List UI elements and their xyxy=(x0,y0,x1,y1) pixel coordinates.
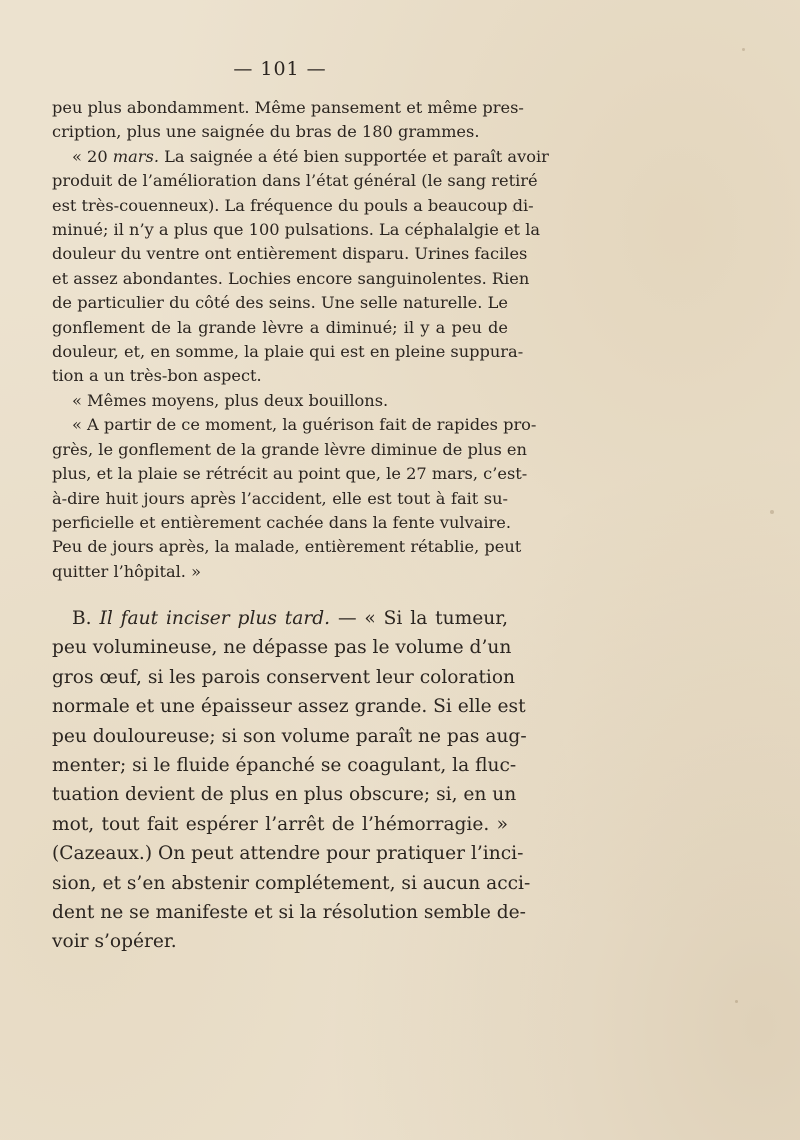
paper-spot xyxy=(512,210,514,212)
section-b-quote-start: — « Si la tumeur, xyxy=(330,608,508,629)
page-number: — 101 — xyxy=(233,58,327,80)
text-line: « A partir de ce moment, la guérison fait de rapides pro- xyxy=(72,415,537,435)
text-line: menter; si le fluide épanché se coagulant, la fluc- xyxy=(52,755,517,777)
text-line: gros œuf, si les parois conservent leur coloration xyxy=(52,666,516,688)
text-line: plus, et la plaie se rétrécit au point que, le 27 mars, c’est- xyxy=(52,464,528,484)
text-line: minué; il n’y a plus que 100 pulsations. La céphalalgie et la xyxy=(52,220,541,240)
section-b-heading: Il faut inciser plus tard. xyxy=(99,608,331,629)
text-line: peu douloureuse; si son volume paraît ne pas aug- xyxy=(52,725,527,747)
text-line: perficielle et entièrement cachée dans la fente vulvaire. xyxy=(52,512,511,532)
text-line: dent ne se manifeste et si la résolution semble de- xyxy=(52,902,526,924)
text-line: et assez abondantes. Lochies encore sanguinolentes. Rien xyxy=(52,268,530,288)
text-line: voir s’opérer. xyxy=(52,931,177,953)
section-b-heading-line xyxy=(52,604,508,633)
text-line: normale et une épaisseur assez grande. Si elle est xyxy=(52,696,526,718)
text-line: douleur, et, en somme, la plaie qui est en pleine suppura- xyxy=(52,342,524,362)
text-line: de particulier du côté des seins. Une selle naturelle. Le xyxy=(52,293,508,313)
italic-date: mars. xyxy=(112,146,159,166)
text-line: gonflement de la grande lèvre a diminué; il y a peu de xyxy=(52,317,508,337)
text-line: tuation devient de plus en plus obscure; si, en un xyxy=(52,784,517,806)
text-line: à-dire huit jours après l’accident, elle est tout à fait su- xyxy=(52,488,508,508)
text-line: mot, tout fait espérer l’arrêt de l’hémorragie. » xyxy=(52,813,508,835)
text-line: tion a un très-bon aspect. xyxy=(52,366,262,386)
text-line: sion, et s’en abstenir complétement, si aucun acci- xyxy=(52,872,531,894)
text-line: peu plus abondamment. Même pansement et même pres- xyxy=(52,98,524,117)
text-line: « Mêmes moyens, plus deux bouillons. xyxy=(72,390,389,410)
text-line: peu volumineuse, ne dépasse pas le volume d’un xyxy=(52,637,512,659)
text-line: produit de l’amélioration dans l’état général (le sang retiré xyxy=(52,171,538,191)
case-report-text xyxy=(52,96,549,584)
text-line: cription, plus une saignée du bras de 180 grammes. xyxy=(52,122,480,142)
text-line: Peu de jours après, la malade, entièrement rétablie, peut xyxy=(52,537,522,557)
text-line: douleur du ventre ont entièrement disparu. Urines faciles xyxy=(52,244,528,264)
text-line-date-entry: « 20 mars. La saignée a été bien supportée et paraît avoir xyxy=(72,146,549,166)
paper-spot xyxy=(735,1000,738,1003)
text-line: grès, le gonflement de la grande lèvre diminue de plus en xyxy=(52,439,527,459)
text-line: (Cazeaux.) On peut attendre pour pratiquer l’inci- xyxy=(52,843,524,865)
section-b-text xyxy=(52,604,531,957)
paper-spot xyxy=(742,48,745,51)
section-b-lead: B. xyxy=(72,608,92,629)
text-line: quitter l’hôpital. » xyxy=(52,561,201,581)
paper-spot xyxy=(770,510,774,514)
text-line: est très-couenneux). La fréquence du pouls a beaucoup di- xyxy=(52,195,534,215)
